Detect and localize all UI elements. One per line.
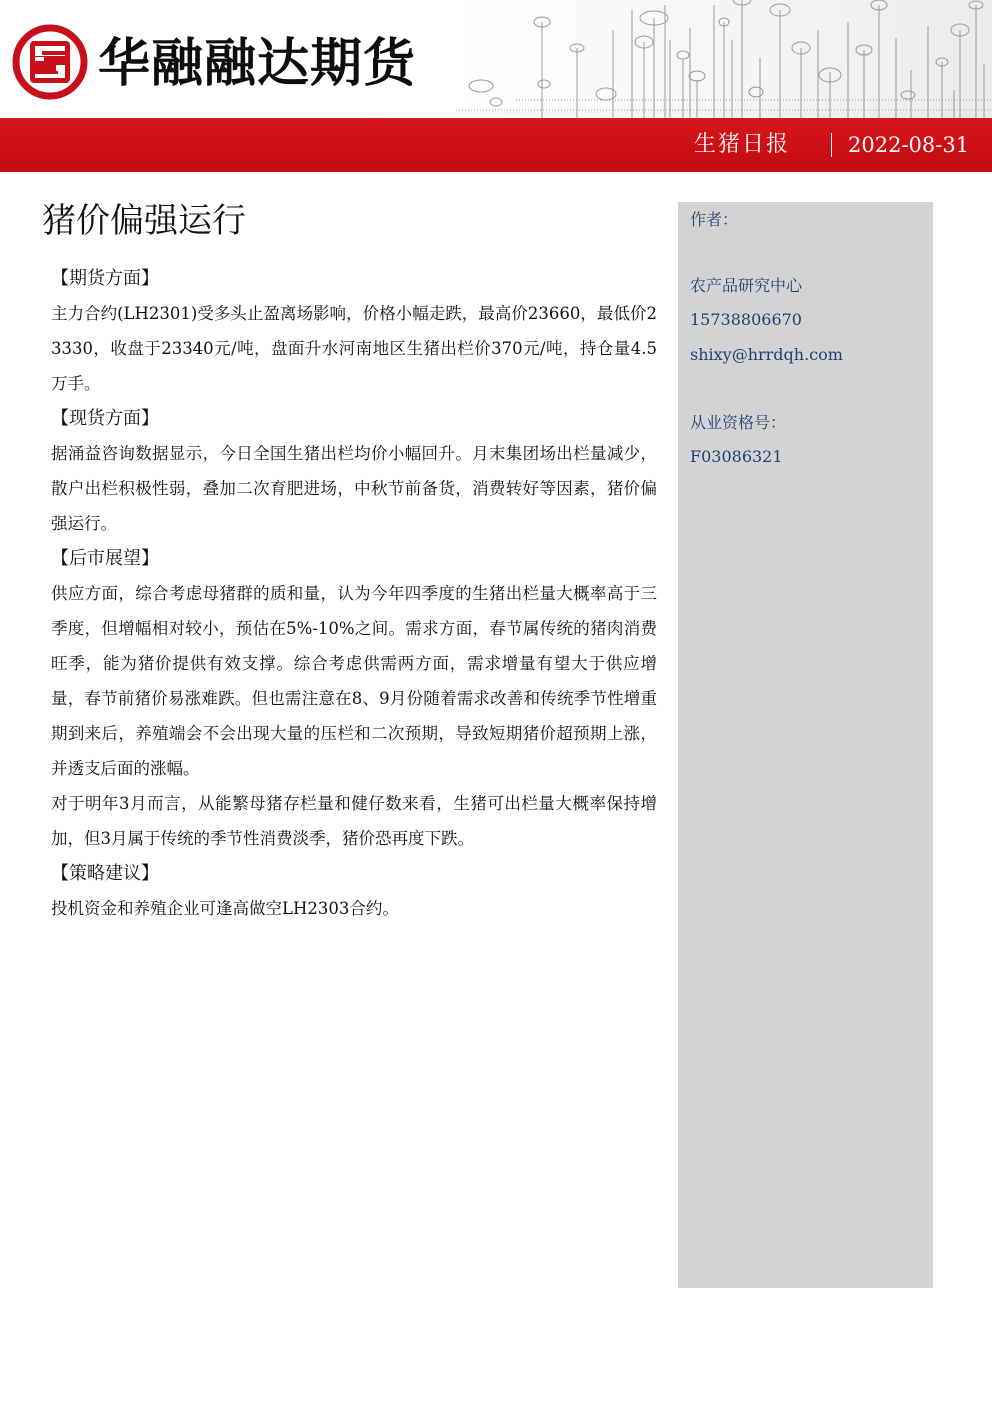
decorative-circles-graphic (456, 0, 992, 118)
qualification-label: 从业资格号： (690, 413, 787, 432)
section-heading-outlook: 【后市展望】 (51, 548, 159, 569)
report-date: 2022-08-31 (848, 133, 970, 157)
report-band (0, 118, 992, 172)
section-paragraph: 据涌益咨询数据显示，今日全国生猪出栏均价小幅回升。月末集团场出栏量减少，散户出栏积极性弱，叠加二次育肥进场，中秋节前备货，消费转好等因素，猪价偏强运行。 (51, 444, 657, 533)
author-phone: 15738806670 (690, 310, 802, 329)
section-paragraph: 投机资金和养殖企业可逢高做空LH2303合约。 (51, 899, 399, 918)
author-label: 作者： (690, 210, 739, 229)
author-department: 农产品研究中心 (690, 276, 803, 295)
qualification-number: F03086321 (690, 447, 783, 466)
section-paragraph: 对于明年3月而言，从能繁母猪存栏量和健仔数来看，生猪可出栏量大概率保持增加，但3月属于传统的季节性消费淡季，猪价恐再度下跌。 (51, 794, 657, 848)
section-heading-futures: 【期货方面】 (51, 268, 159, 289)
section-heading-strategy: 【策略建议】 (51, 863, 159, 884)
report-type: 生猪日报 (694, 132, 791, 157)
section-heading-spot: 【现货方面】 (51, 408, 159, 429)
section-paragraph: 供应方面，综合考虑母猪群的质和量，认为今年四季度的生猪出栏量大概率高于三季度，但增幅相对较小，预估在5%-10%之间。需求方面，春节属传统的猪肉消费旺季，能为猪价提供有效支撑。综合考虑供需两方面，需求增量有望大于供应增量，春节前猪价易涨难跌。但也需注意在8、9月份随着需求改善和传统季节性增重期到来后，养殖端会不会出现大量的压栏和二次预期，导致短期猪价超预期上涨，并透支后面的涨幅。 (51, 584, 657, 778)
company-name: 华融融达期货 (98, 34, 417, 94)
report-header (0, 0, 992, 118)
section-paragraph: 主力合约(LH2301)受多头止盈离场影响，价格小幅走跌，最高价23660，最低价23330，收盘于23340元/吨，盘面升水河南地区生猪出栏价370元/吨，持仓量4.5万手。 (51, 304, 657, 393)
huarong-s-logo-icon (12, 24, 88, 100)
author-sidebar (678, 202, 933, 1288)
report-title: 猪价偏强运行 (42, 201, 246, 241)
report-body (51, 261, 657, 926)
band-divider (831, 133, 832, 157)
author-email: shixy@hrrdqh.com (690, 345, 843, 364)
